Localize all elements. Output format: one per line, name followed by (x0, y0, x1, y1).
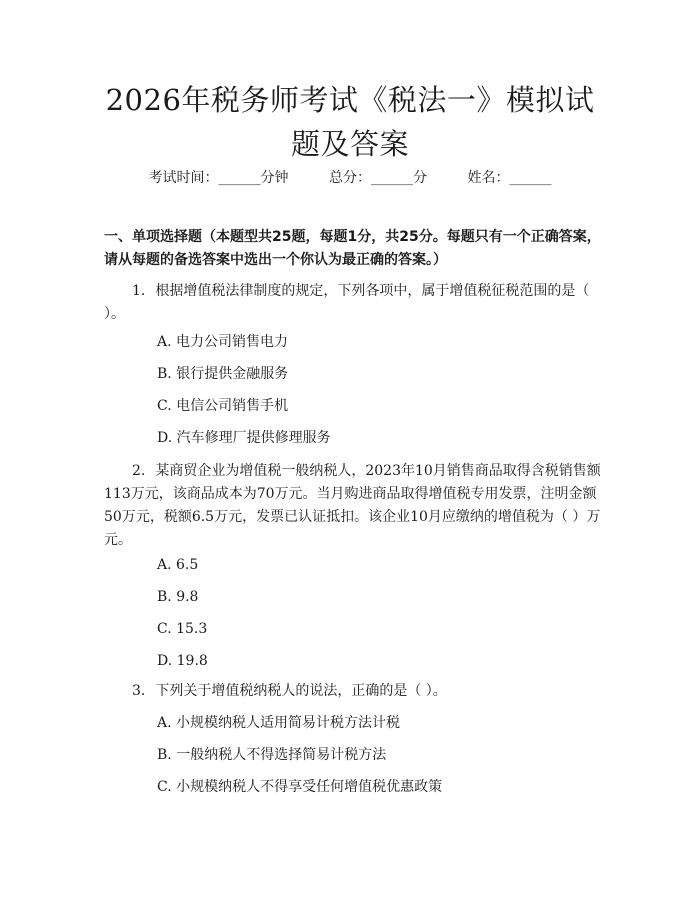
question-3-option-c: C. 小规模纳税人不得享受任何增值税优惠政策 (157, 779, 443, 795)
question-2-option-d: D. 19.8 (157, 653, 208, 669)
question-2-option-c: C. 15.3 (157, 621, 208, 637)
question-1 (104, 280, 604, 326)
exam-time-field: 考试时间：______分钟 (148, 170, 289, 186)
question-2-option-a: A. 6.5 (157, 557, 199, 573)
question-number: 3. (132, 683, 146, 699)
name-field: 姓名：______ (467, 170, 552, 186)
section-heading: 一、单项选择题（本题型共25题，每题1分，共25分。每题只有一个正确答案，请从每题的备选答案中选出一个你认为最正确的答案。） (104, 229, 601, 268)
question-number: 2. (132, 463, 146, 479)
exam-meta (0, 168, 700, 188)
question-1-option-c: C. 电信公司销售手机 (157, 398, 289, 414)
question-3-option-b: B. 一般纳税人不得选择简易计税方法 (157, 747, 387, 763)
question-3 (104, 680, 604, 703)
total-score-field: 总分：______分 (329, 170, 427, 186)
question-3-option-a: A. 小规模纳税人适用简易计税方法计税 (157, 715, 401, 731)
question-number: 1. (132, 283, 146, 299)
question-1-option-a: A. 电力公司销售电力 (157, 334, 289, 350)
question-1-option-d: D. 汽车修理厂提供修理服务 (157, 430, 331, 446)
question-2 (104, 460, 604, 552)
page-title: 2026年税务师考试《税法一》模拟试题及答案 (105, 83, 595, 161)
question-text: 某商贸企业为增值税一般纳税人，2023年10月销售商品取得含税销售额113万元，该商品成本为70万元。当月购进商品取得增值税专用发票，注明金额50万元，税额6.5万元，发票已认证抵扣。该企业10月应缴纳的增值税为（ ）万元。 (104, 463, 601, 548)
question-2-option-b: B. 9.8 (157, 589, 199, 605)
question-1-option-b: B. 银行提供金融服务 (157, 366, 289, 382)
question-text: 下列关于增值税纳税人的说法，正确的是（ ）。 (155, 683, 447, 699)
question-text: 根据增值税法律制度的规定，下列各项中，属于增值税征税范围的是（ ）。 (104, 283, 590, 322)
